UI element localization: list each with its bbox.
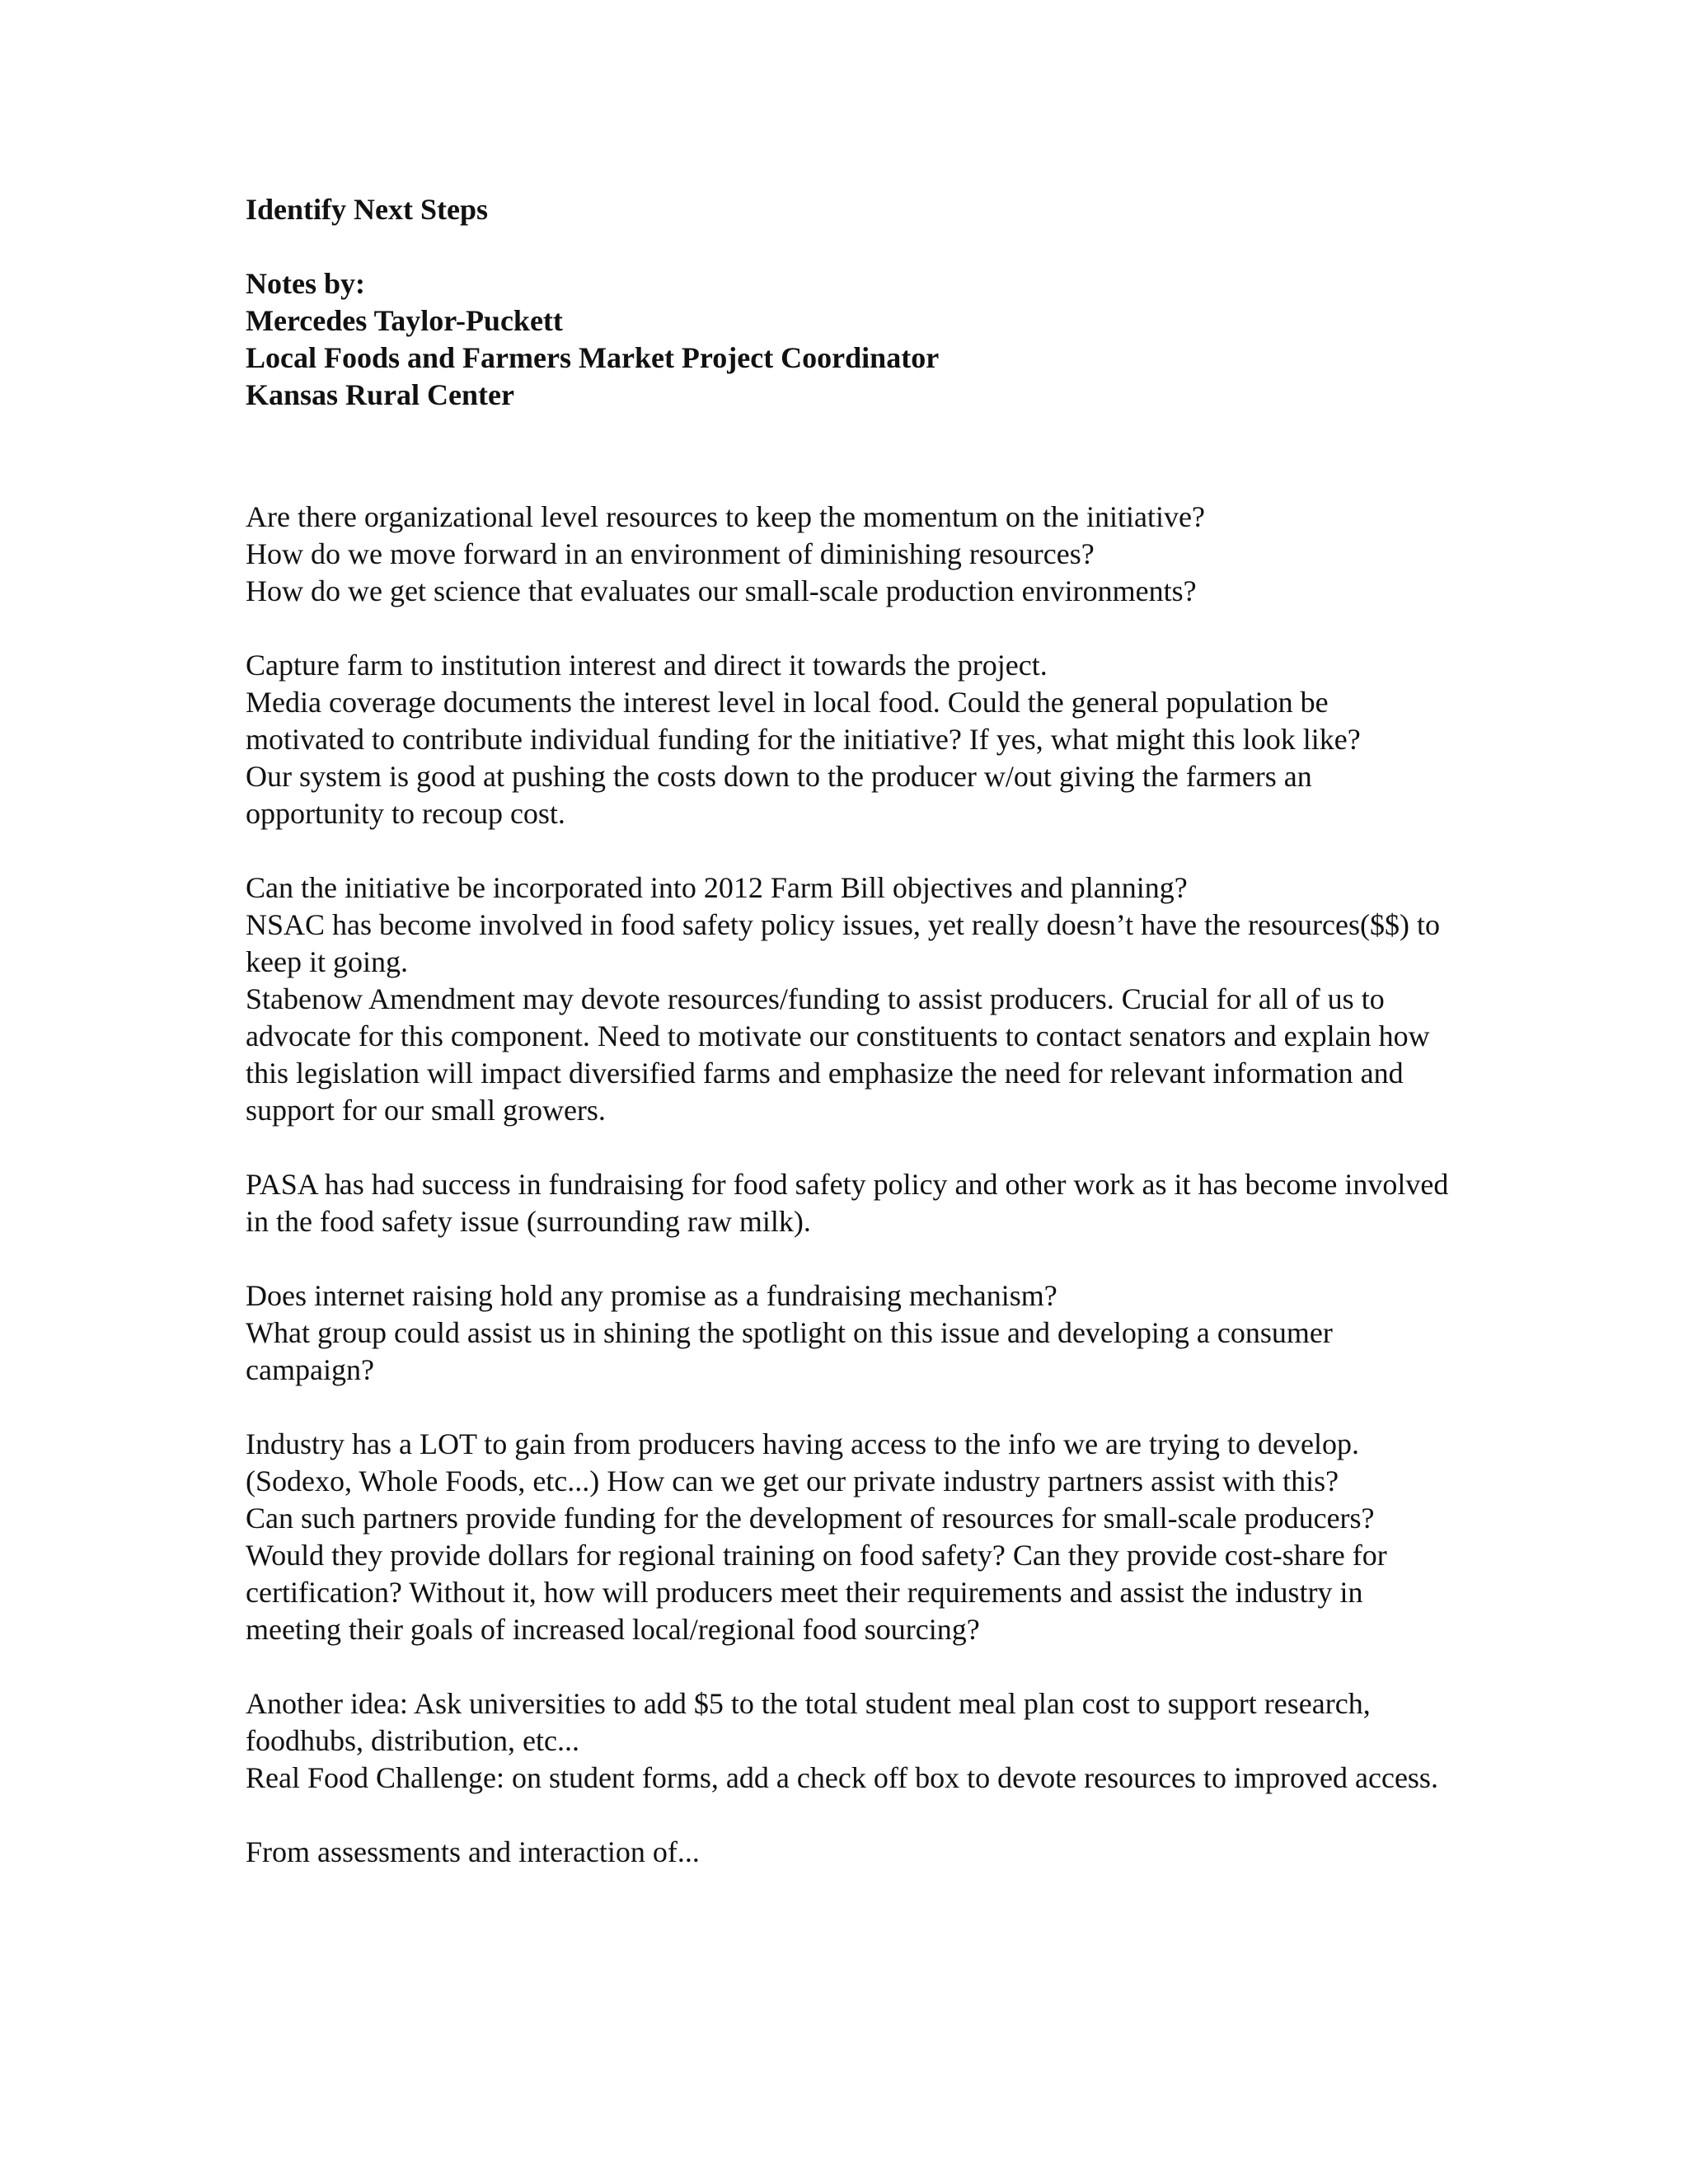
note-line: Industry has a LOT to gain from producers having access to the info we are trying to develop. (Sodexo, Whole Foods, etc...) How can we get our private industry partners assist with this? bbox=[246, 1427, 1359, 1497]
paragraph-2 bbox=[246, 647, 1449, 832]
author-role: Local Foods and Farmers Market Project Coordinator bbox=[246, 341, 940, 374]
note-line: How do we move forward in an environment of diminishing resources? bbox=[246, 537, 1095, 570]
author-organization: Kansas Rural Center bbox=[246, 378, 514, 411]
note-line: Does internet raising hold any promise as a fundraising mechanism? bbox=[246, 1279, 1057, 1312]
note-line: Can such partners provide funding for the development of resources for small-scale producers? Would they provide dollars for regional training on food safety? Can they provide cost-share for certification? Without it, how will producers meet their requirements and assist the industry in meeting their goals of increased local/regional food sourcing? bbox=[246, 1502, 1387, 1646]
note-line: Real Food Challenge: on student forms, add a check off box to devote resources to improved access. bbox=[246, 1761, 1438, 1794]
paragraph-4 bbox=[246, 1166, 1449, 1240]
note-line: What group could assist us in shining the spotlight on this issue and developing a consumer campaign? bbox=[246, 1316, 1333, 1386]
note-line: Our system is good at pushing the costs down to the producer w/out giving the farmers an opportunity to recoup cost. bbox=[246, 760, 1312, 830]
document-content bbox=[246, 191, 1449, 1908]
paragraph-5 bbox=[246, 1277, 1449, 1389]
note-line: Capture farm to institution interest and direct it towards the project. bbox=[246, 649, 1048, 682]
paragraph-7 bbox=[246, 1685, 1449, 1797]
paragraph-8 bbox=[246, 1834, 1449, 1871]
notes-label: Notes by: bbox=[246, 267, 365, 300]
note-line: How do we get science that evaluates our small-scale production environments? bbox=[246, 574, 1197, 607]
note-line: NSAC has become involved in food safety policy issues, yet really doesn’t have the resources($$) to keep it going. bbox=[246, 908, 1440, 978]
author-block bbox=[246, 265, 1449, 414]
note-line: Media coverage documents the interest level in local food. Could the general population be motivated to contribute individual funding for the initiative? If yes, what might this look like? bbox=[246, 686, 1361, 756]
notes-body bbox=[246, 499, 1449, 1871]
paragraph-3 bbox=[246, 869, 1449, 1129]
note-line: Can the initiative be incorporated into 2012 Farm Bill objectives and planning? bbox=[246, 871, 1188, 904]
note-line: Stabenow Amendment may devote resources/funding to assist producers. Crucial for all of us to advocate for this component. Need to motivate our constituents to contact senators and explain how this legislation will impact diversified farms and emphasize the need for relevant information and support for our small growers. bbox=[246, 982, 1430, 1127]
note-line: Another idea: Ask universities to add $5 to the total student meal plan cost to support research, foodhubs, distribution, etc... bbox=[246, 1687, 1371, 1757]
note-line: Are there organizational level resources to keep the momentum on the initiative? bbox=[246, 500, 1205, 533]
paragraph-1 bbox=[246, 499, 1449, 610]
author-name: Mercedes Taylor-Puckett bbox=[246, 304, 563, 337]
note-line: PASA has had success in fundraising for food safety policy and other work as it has become involved in the food safety issue (surrounding raw milk). bbox=[246, 1168, 1449, 1238]
note-line: From assessments and interaction of... bbox=[246, 1835, 700, 1868]
paragraph-6 bbox=[246, 1426, 1449, 1648]
document-title: Identify Next Steps bbox=[246, 193, 488, 226]
